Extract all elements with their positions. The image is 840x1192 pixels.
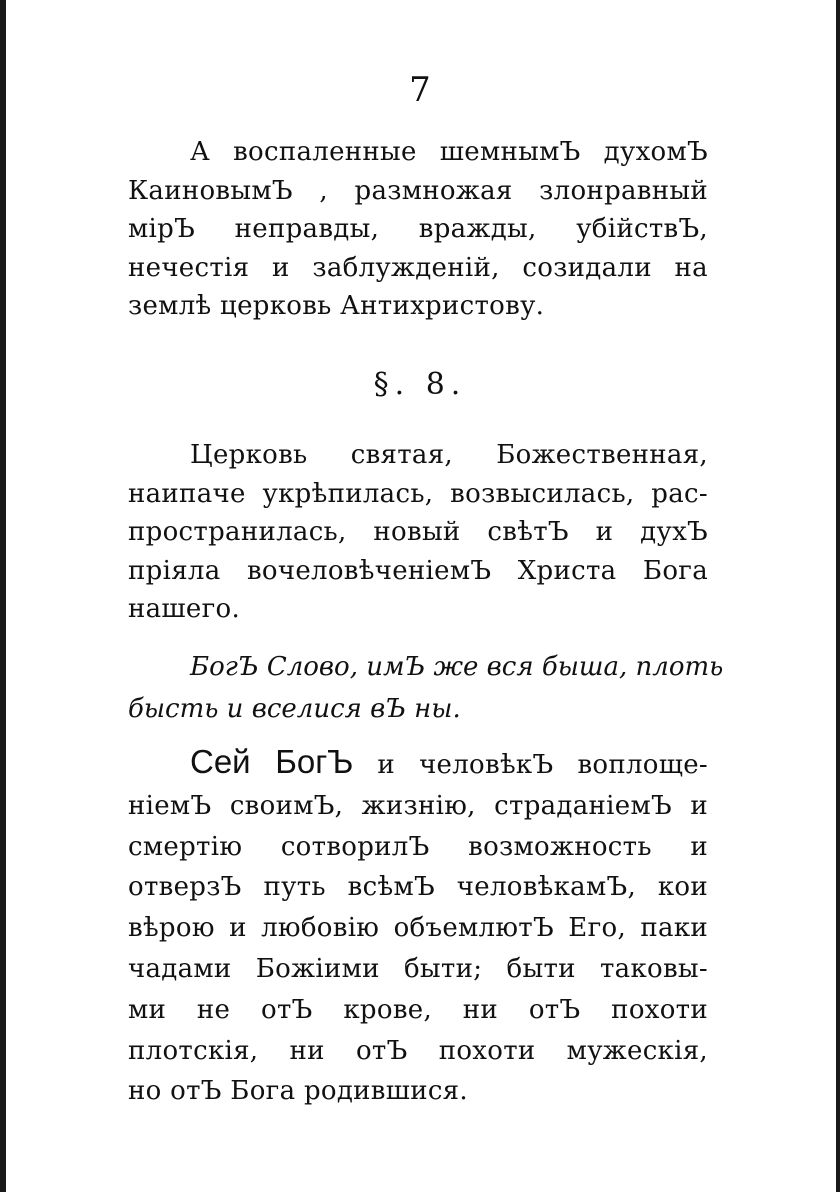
text-line: пространилась, новый свѣтЪ и духЪ	[128, 517, 708, 547]
text-line: плотскiя, ни отЪ похоти мужескiя,	[128, 1035, 708, 1066]
text-line: ми не отЪ крове, ни отЪ похоти	[128, 994, 708, 1025]
text-line	[128, 742, 708, 786]
page-left-edge	[0, 0, 6, 1192]
paragraph-3	[128, 742, 708, 1112]
text-line: КаиновымЪ , размножая злонравный	[128, 175, 708, 206]
paragraph-1	[128, 133, 708, 326]
text-line: отверзЪ путь всѣмЪ человѣкамЪ, кои	[128, 872, 708, 903]
text-line: мiрЪ неправды, вражды, убiйствЪ,	[128, 214, 708, 244]
text-line: нашего.	[128, 594, 241, 624]
text-line: Церковь святая, Божественная,	[190, 440, 708, 470]
first-line-rest: и человѣкЪ воплоще-	[377, 750, 708, 780]
text-line: прiяла вочеловѣченiемЪ Христа Бога	[128, 555, 708, 586]
quote-line: БогЪ Слово, имЪ же вся быша, плоть	[190, 652, 724, 682]
page-number: 7	[409, 70, 431, 110]
text-line: вѣрою и любовiю объемлютЪ Его, паки	[128, 913, 708, 944]
section-heading: §. 8.	[373, 367, 467, 402]
paragraph-2	[128, 436, 708, 629]
text-line: смертiю сотворилЪ возможность и	[128, 831, 708, 862]
text-line: землѣ церковь Антихристову.	[128, 291, 545, 321]
page-right-edge	[836, 0, 840, 1192]
scripture-quote	[128, 646, 724, 730]
text-line: но отЪ Бога родившися.	[128, 1076, 468, 1107]
emphasized-lead: Сей БогЪ	[190, 743, 354, 780]
text-line: нечестiя и заблужденiй, созидали на	[128, 252, 708, 283]
text-line: чадами Божiими быти; быти таковы-	[128, 953, 708, 984]
quote-line: бысть и вселися вЪ ны.	[128, 694, 461, 724]
text-line: наипаче укрѣпилась, возвысилась, рас-	[128, 478, 708, 509]
text-line: нiемЪ своимЪ, жизнiю, страданiемЪ и	[128, 790, 708, 821]
text-line: А воспаленные шемнымЪ духомЪ	[190, 137, 708, 167]
